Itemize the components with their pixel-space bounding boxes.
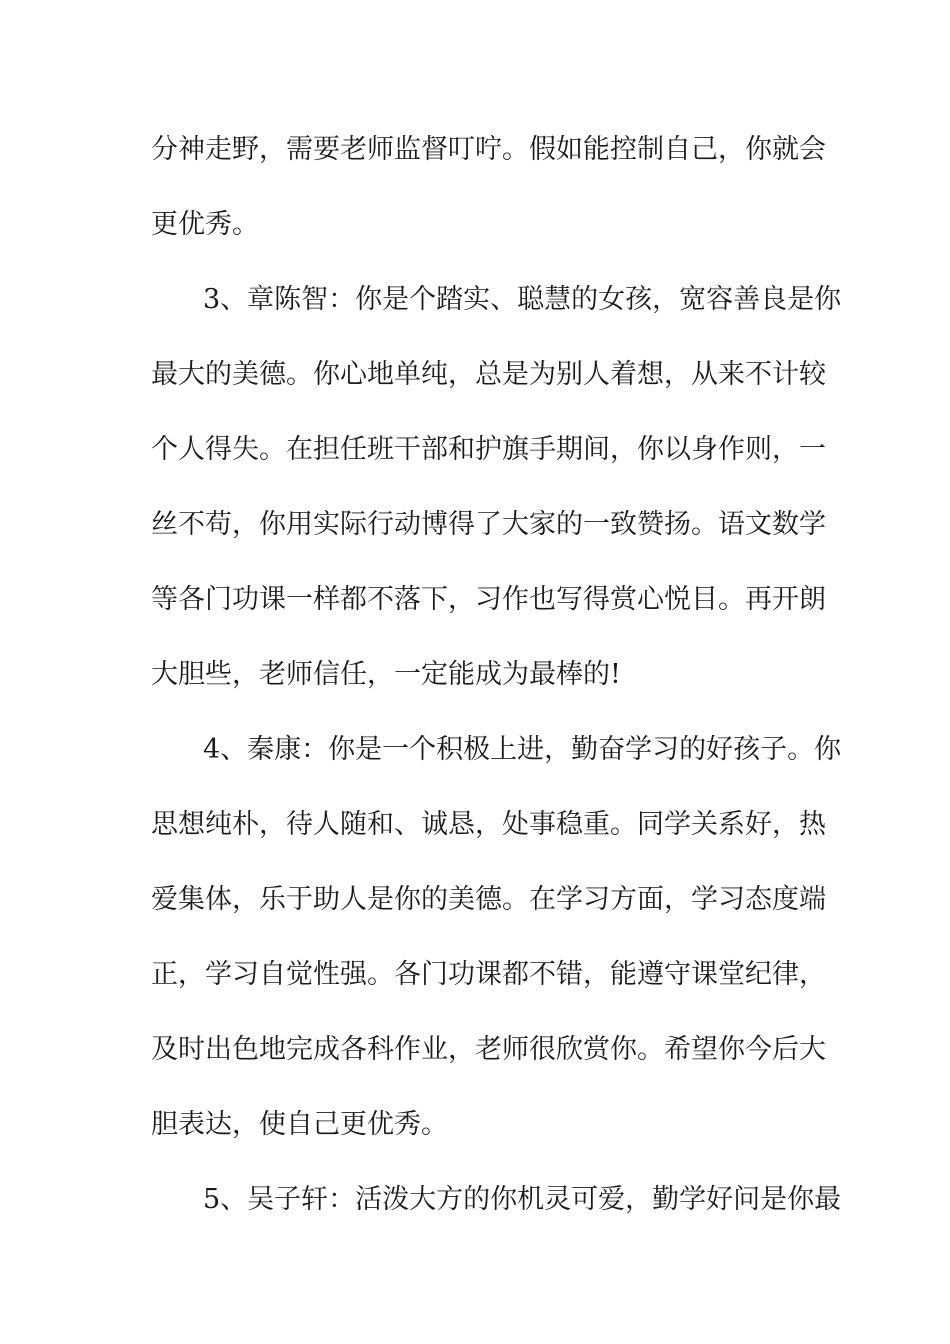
text-line-10: 思想纯朴，待人随和、诚恳，处事稳重。同学关系好，热 — [151, 809, 826, 840]
text-line-12: 正，学习自觉性强。各门功课都不错，能遵守课堂纪律， — [151, 959, 826, 990]
text-line-14: 胆表达，使自己更优秀。 — [151, 1109, 448, 1140]
text-line-11: 爱集体，乐于助人是你的美德。在学习方面，学习态度端 — [151, 884, 826, 915]
paragraph-3-start: 3、章陈智：你是个踏实、聪慧的女孩，宽容善良是你 — [203, 284, 842, 315]
text-line-6: 丝不苟，你用实际行动博得了大家的一致赞扬。语文数学 — [151, 509, 826, 540]
text-line-4: 最大的美德。你心地单纯，总是为别人着想，从来不计较 — [151, 359, 826, 390]
text-line-7: 等各门功课一样都不落下，习作也写得赏心悦目。再开朗 — [151, 584, 826, 615]
text-line-13: 及时出色地完成各科作业，老师很欣赏你。希望你今后大 — [151, 1034, 826, 1065]
text-line-1: 分神走野，需要老师监督叮咛。假如能控制自己，你就会 — [151, 134, 826, 165]
paragraph-5-start: 5、吴子轩：活泼大方的你机灵可爱，勤学好问是你最 — [203, 1184, 842, 1215]
paragraph-4-start: 4、秦康：你是一个积极上进，勤奋学习的好孩子。你 — [203, 734, 842, 765]
text-line-2: 更优秀。 — [151, 209, 259, 240]
text-line-5: 个人得失。在担任班干部和护旗手期间，你以身作则，一 — [151, 434, 826, 465]
text-line-8: 大胆些，老师信任，一定能成为最棒的! — [151, 659, 621, 690]
